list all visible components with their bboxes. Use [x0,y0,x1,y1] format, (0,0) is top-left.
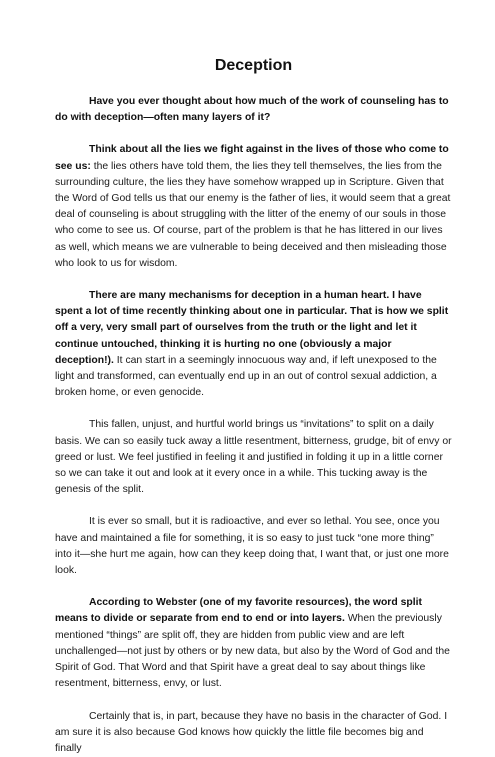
paragraph-text: the lies others have told them, the lies they tell themselves, the lies from the surrounding culture, the lies they have somehow wrapped up in Scripture. Given that the Word of God tells us that our enemy is the father of lies, it would seem that a great deal of counseling is about struggling with the litter of the enemy of our souls in those who come to see us. Of course, part of the problem is that he has littered in our lives as well, which means we are vulnerable to being deceived and then misleading those who look to us for wisdom. [55,161,450,269]
paragraph-bold-lead: According to Webster (one of my favorite resources), the word split means to divide or separate from end to end or into layers. [55,597,422,624]
paragraph-text: Certainly that is, in part, because they have no basis in the character of God. I am sure it is also because God knows how quickly the little file becomes big and finally [55,711,447,754]
paragraph-text: It can start in a seemingly innocuous way and, if left unexposed to the light and transformed, can eventually end up in an out of control sexual addiction, a broken home, or even genocide. [55,355,437,398]
document-title: Deception [55,56,452,76]
paragraph-bold-lead: Have you ever thought about how much of the work of counseling has to do with deception—often many layers of it? [55,96,449,123]
paragraph-text: When the previously mentioned “things” are split off, they are hidden from public view and are left unchallenged—not just by others or by new data, but also by the Word of God and the Spirit of God. That Word and that Spirit have a great deal to say about things like resentment, bitterness, envy, or lust. [55,613,450,689]
paragraph-bold-lead: Think about all the lies we fight against in the lives of those who come to see us: [55,144,449,171]
paragraph-bold-lead: There are many mechanisms for deception in a human heart. I have spent a lot of time recently thinking about one in particular. That is how we split off a very, very small part of ourselves from the truth or the light and let it continue untouched, thinking it is hurting no one (obviously a major deception!). [55,290,448,366]
paragraph [55,94,452,126]
paragraph-text: It is ever so small, but it is radioactive, and ever so lethal. You see, once you have and maintained a file for something, it is so easy to just tuck “one more thing” into it—she hurt me again, how can they keep doing that, I want that, or just one more look. [55,516,449,576]
paragraph [55,417,452,498]
paragraph-text: This fallen, unjust, and hurtful world brings us “invitations” to split on a daily basis. We can so easily tuck away a little resentment, bitterness, grudge, bit of envy or greed or lust. We feel justified in feeling it and justified in folding it up in a little corner so we can take it out and look at it every once in a while. This tucking away is the genesis of the split. [55,419,452,495]
paragraph [55,142,452,272]
paragraph [55,709,452,757]
paragraph [55,595,452,692]
paragraph [55,514,452,579]
paragraph [55,288,452,401]
